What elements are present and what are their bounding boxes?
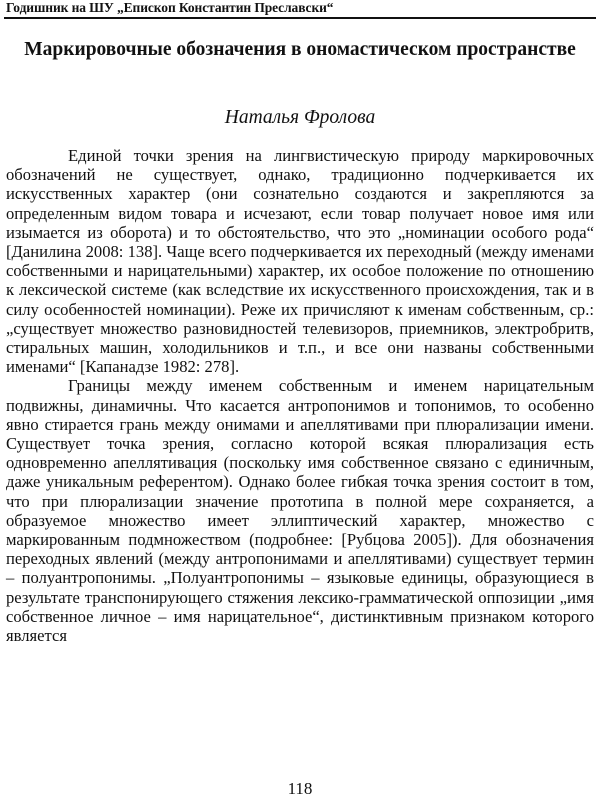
paragraph-2: Границы между именем собственным и именем нарицательным подвижны, динамичны. Что касается антропонимов и топонимов, то особенно явно стирается грань между онимами и апеллятивами при плюрализации имени. Существует точка зрения, согласно которой всякая плюрализация есть одновременно апеллятивация (поскольку имя собственное связано с единичным, даже уникальным референтом). Однако более гибкая точка зрения состоит в том, что при плюрализации значение прототипа в полной мере сохраняется, а образуемое множество имеет эллиптический характер, множество с маркированным подмножеством (подробнее: [Рубцова 2005]). Для обозначения переходных явлений (между антропонимами и апеллятивами) существует термин – полуантропонимы. „Полуантропонимы – языковые единицы, образующиеся в результате транспонирующего стяжения лексико-грамматической оппозиции „имя собственное личное – имя нарицательное“, дистинктивным признаком которого является [6,376,594,646]
article-title: Маркировочные обозначения в ономастическом пространстве [24,39,576,60]
article-author: Наталья Фролова [224,107,376,128]
page-number: 118 [287,779,313,798]
running-header: Годишник на ШУ „Епископ Константин Преславски“ [6,0,334,15]
header-divider [4,17,596,19]
article-body [6,146,594,645]
paragraph-1: Единой точки зрения на лингвистическую природу маркировочных обозначений не существует, однако, традиционно подчеркивается их искусственных характер (они сознательно создаются и закрепляются за определенным видом товара и исчезают, если товар получает новое имя или изымается из оборота) и то обстоятельство, что это „номинации особого рода“ [Данилина 2008: 138]. Чаще всего подчеркивается их переходный (между именами собственными и нарицательными) характер, их особое положение по отношению к лексической системе (как вследствие их искусственного происхождения, так и в силу особенностей номинации). Реже их причисляют к именам собственным, ср.: „существует множество разновидностей телевизоров, приемников, электробритв, стиральных машин, холодильников и т.п., и все они названы собственными именами“ [Капанадзе 1982: 278]. [6,146,594,377]
